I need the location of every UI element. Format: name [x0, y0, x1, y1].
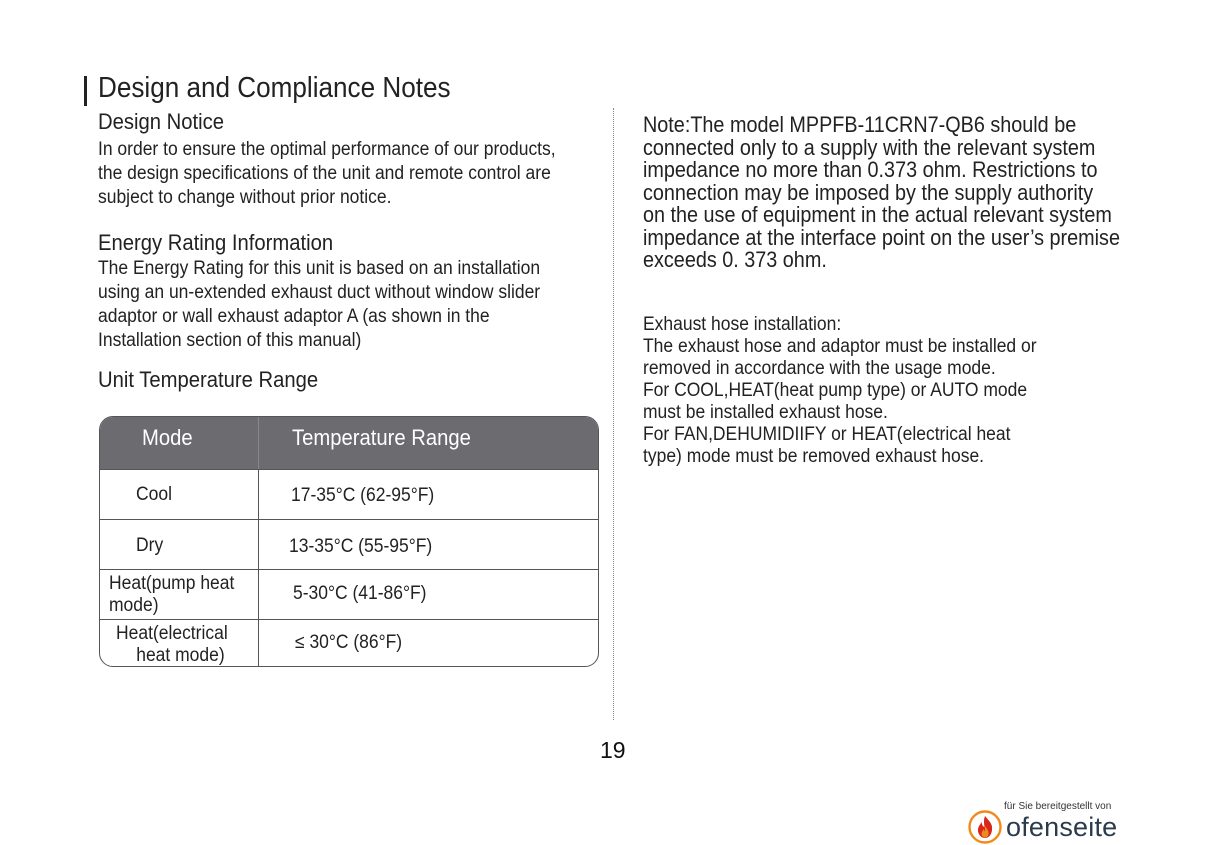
mode-line: mode) — [109, 595, 159, 616]
energy-rating-line: Installation section of this manual) — [98, 330, 362, 351]
column-divider — [613, 108, 614, 720]
energy-rating-line: The Energy Rating for this unit is based on an installation — [98, 258, 541, 279]
energy-rating-heading: Energy Rating Information — [98, 230, 334, 255]
energy-rating-line: using an un-extended exhaust duct without window slider — [98, 282, 541, 303]
design-notice-heading: Design Notice — [98, 109, 224, 134]
page-number: 19 — [600, 737, 626, 763]
note-line: connection may be imposed by the supply authority — [643, 179, 1094, 205]
energy-rating-text — [98, 257, 618, 353]
supply-impedance-note — [643, 114, 1120, 272]
exhaust-line: removed in accordance with the usage mode. — [643, 358, 996, 379]
range-cell: 13-35°C (55-95°F) — [289, 536, 433, 557]
exhaust-hose-section — [643, 314, 1037, 468]
ofenseite-logo — [968, 810, 1117, 844]
energy-rating-line: adaptor or wall exhaust adaptor A (as shown in the — [98, 306, 490, 327]
design-notice-line: In order to ensure the optimal performance of our products, — [98, 139, 556, 160]
mode-cell: Dry — [136, 535, 164, 556]
note-line: exceeds 0. 373 ohm. — [643, 247, 827, 272]
exhaust-line: must be installed exhaust hose. — [643, 402, 888, 423]
mode-line: Heat(electrical — [116, 623, 228, 644]
note-line: impedance no more than 0.373 ohm. Restrictions to — [643, 157, 1098, 182]
temp-range-heading: Unit Temperature Range — [98, 367, 319, 392]
range-cell: 5-30°C (41-86°F) — [293, 583, 427, 604]
table-row — [100, 570, 598, 620]
title-accent-bar — [84, 76, 87, 106]
note-line: on the use of equipment in the actual relevant system — [643, 202, 1112, 227]
design-notice-text — [98, 138, 618, 210]
exhaust-line: type) mode must be removed exhaust hose. — [643, 446, 985, 467]
exhaust-line: Exhaust hose installation: — [643, 314, 842, 335]
table-header — [100, 417, 598, 470]
note-line: Note:The model MPPFB-11CRN7-QB6 should be — [643, 112, 1077, 137]
table-row — [100, 620, 598, 667]
design-notice-line: subject to change without prior notice. — [98, 187, 392, 208]
logo-wordmark: ofenseite — [1006, 811, 1118, 842]
mode-cell: Cool — [136, 484, 172, 505]
exhaust-line: For FAN,DEHUMIDIIFY or HEAT(electrical heat — [643, 424, 1011, 445]
table-row — [100, 470, 598, 520]
exhaust-line: For COOL,HEAT(heat pump type) or AUTO mode — [643, 380, 1028, 401]
table-row — [100, 520, 598, 570]
mode-cell — [116, 623, 228, 667]
note-line: connected only to a supply with the relevant system — [643, 134, 1096, 160]
temperature-range-table — [99, 416, 599, 667]
logo-tagline: für Sie bereitgestellt von — [1004, 801, 1112, 812]
cell-separator — [258, 620, 259, 667]
left-column — [98, 109, 618, 393]
range-cell: ≤ 30°C (86°F) — [295, 632, 403, 653]
mode-cell — [109, 573, 234, 617]
right-column — [643, 112, 1173, 467]
cell-separator — [258, 520, 259, 569]
range-cell: 17-35°C (62-95°F) — [291, 485, 435, 506]
design-notice-line: the design specifications of the unit and remote control are — [98, 163, 551, 184]
flame-icon — [968, 810, 1002, 844]
mode-line: Heat(pump heat — [109, 573, 235, 594]
cell-separator — [258, 470, 259, 519]
note-line: impedance at the interface point on the user’s premise — [643, 224, 1120, 250]
mode-line: heat mode) — [136, 645, 225, 666]
page-title: Design and Compliance Notes — [98, 72, 451, 104]
column-header-mode: Mode — [142, 425, 193, 450]
column-header-temperature: Temperature Range — [292, 425, 471, 450]
exhaust-line: The exhaust hose and adaptor must be installed or — [643, 336, 1037, 357]
cell-separator — [258, 570, 259, 619]
